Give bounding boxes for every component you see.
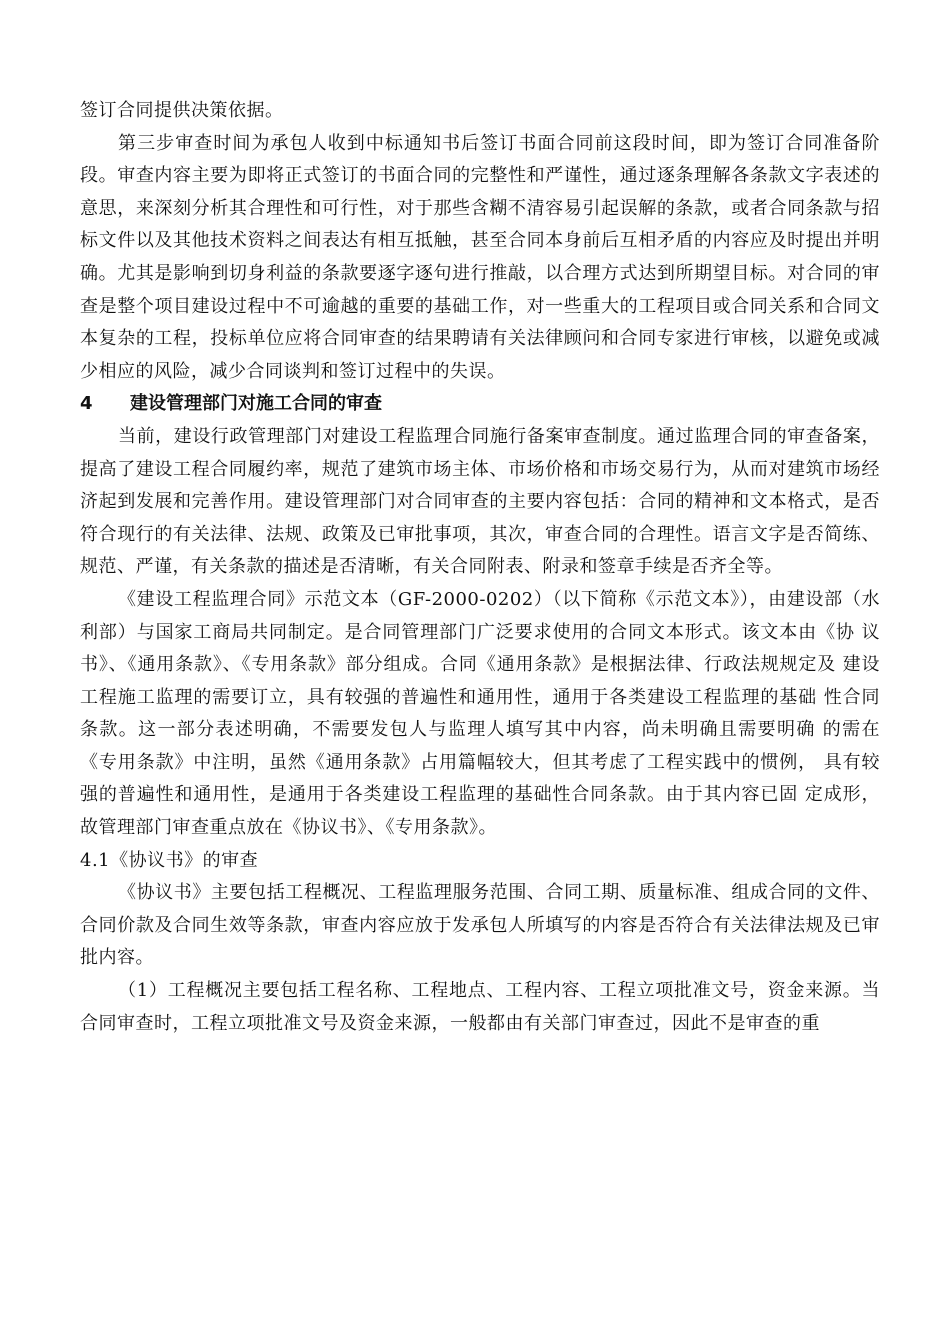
subsection-heading-4-1: 4.1《协议书》的审查	[80, 849, 259, 871]
section-title: 建设管理部门对施工合同的审查	[130, 393, 382, 415]
paragraph-agreement-content: 《协议书》主要包括工程概况、工程监理服务范围、合同工期、质量标准、组成合同的文件、合同价款及合同生效等条款，审查内容应放于发承包人所填写的内容是否符合有关法律法规及已审批内容。	[80, 882, 880, 969]
paragraph-project-overview: （1）工程概况主要包括工程名称、工程地点、工程内容、工程立项批准文号，资金来源。当合同审查时，工程立项批准文号及资金来源，一般都由有关部门审查过，因此不是审查的重	[80, 980, 880, 1034]
section-heading-4	[80, 388, 880, 421]
paragraph-third-step-review: 第三步审查时间为承包人收到中标通知书后签订书面合同前这段时间，即为签订合同准备阶段。审查内容主要为即将正式签订的书面合同的完整性和严谨性，通过逐条理解各条款文字表述的意思，来深刻分析其合理性和可行性，对于那些含糊不清容易引起误解的条款，或者合同条款与招标文件以及其他技术资料之间表达有相互抵触，甚至合同本身前后互相矛盾的内容应及时提出并明确。尤其是影响到切身利益的条款要逐字逐句进行推敲，以合理方式达到所期望目标。对合同的审查是整个项目建设过程中不可逾越的重要的基础工作，对一些重大的工程项目或合同关系和合同文本复杂的工程，投标单位应将合同审查的结果聘请有关法律顾问和合同专家进行审核，以避免或减少相应的风险，减少合同谈判和签订过程中的失误。	[80, 132, 880, 382]
paragraph-filing-review: 当前，建设行政管理部门对建设工程监理合同施行备案审查制度。通过监理合同的审查备案，提高了建设工程合同履约率，规范了建筑市场主体、市场价格和市场交易行为，从而对建筑市场经济起到发展和完善作用。建设管理部门对合同审查的主要内容包括：合同的精神和文本格式，是否符合现行的有关法律、法规、政策及已审批事项，其次，审查合同的合理性。语言文字是否简练、规范、严谨，有关条款的描述是否清晰，有关合同附表、附录和签章手续是否齐全等。	[80, 425, 880, 578]
section-number: 4	[80, 393, 93, 415]
paragraph-model-text: 《建设工程监理合同》示范文本（GF-2000-0202）（以下简称《示范文本》），由建设部（水 利部）与国家工商局共同制定。是合同管理部门广泛要求使用的合同文本形式。该文本由《协 议书》、《通用条款》、《专用条款》部分组成。合同《通用条款》是根据法律、行政法规规定及 建设工程施工监理的需要订立，具有较强的普遍性和通用性，通用于各类建设工程监理的基础 性合同条款。这一部分表述明确，不需要发包人与监理人填写其中内容，尚未明确且需要明确 的需在《专用条款》中注明，虽然《通用条款》占用篇幅较大，但其考虑了工程实践中的惯例， 具有较强的普遍性和通用性，是通用于各类建设工程监理的基础性合同条款。由于其内容已固 定成形，故管理部门审查重点放在《协议书》、《专用条款》。	[80, 588, 880, 839]
paragraph-decision-basis: 签订合同提供决策依据。	[80, 100, 284, 121]
document-page	[80, 95, 880, 1040]
